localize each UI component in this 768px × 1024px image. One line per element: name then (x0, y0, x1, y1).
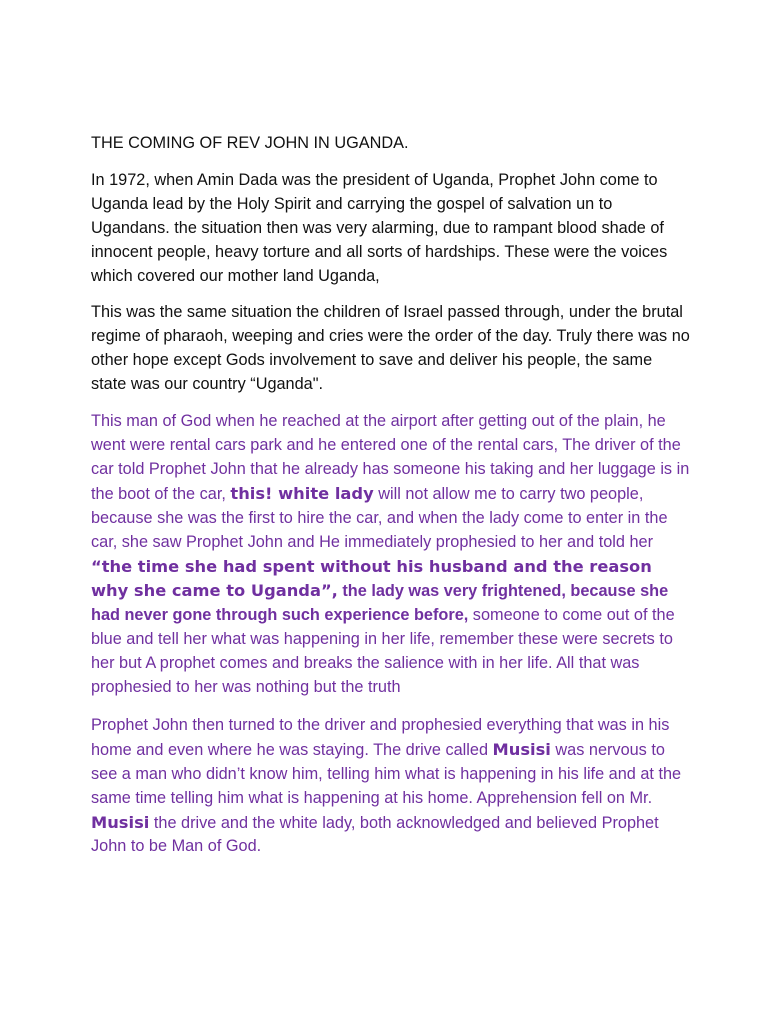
airport-text-4: someone to come out of the blue and tell her what was happening in her life, remember these were secrets to her but A prophet comes and breaks the salience with in her life. All that was prophesied to her was nothing but the truth (91, 606, 675, 697)
paragraph-airport-prophecy (91, 410, 691, 700)
driver-text-2: was nervous to see a man who didn’t know him, telling him what is happening in his life and at the same time telling him what is happening at his home. Apprehension fell on Mr. (91, 740, 682, 807)
airport-text-1: This man of God when he reached at the airport after getting out of the plain, he went were rental cars park and he entered one of the rental cars, The driver of the car told Prophet John that he already has someone his taking and her luggage is in the boot of the car, (91, 412, 690, 503)
airport-text-2: will not allow me to carry two people, because she was the first to hire the car, and when the lady come to enter in the car, she saw Prophet John and He immediately prophesied to her and told her (91, 484, 668, 551)
document-body (91, 132, 691, 872)
white-lady-emphasis: this! white lady (230, 483, 374, 503)
paragraph-amin-era: In 1972, when Amin Dada was the president of Uganda, Prophet John come to Uganda lead by the Holy Spirit and carrying the gospel of salvation un to Ugandans. the situation then was very alarming, due to rampant blood shade of innocent people, heavy torture and all sorts of hardships. These were the voices which covered our mother land Uganda, (91, 170, 668, 285)
driver-name-emphasis: Musisi (492, 739, 551, 759)
document-title: THE COMING OF REV JOHN IN UGANDA. (91, 134, 409, 152)
lady-frightened-emphasis: the lady was very frightened, because she had never gone through such experience before, (91, 582, 669, 625)
driver-text-3: the drive and the white lady, both acknowledged and believed Prophet John to be Man of God. (91, 813, 659, 856)
paragraph-driver-prophecy (91, 714, 691, 859)
prophecy-quote-emphasis: “the time she had spent without his husband and the reason why she came to Uganda”, (91, 556, 652, 601)
paragraph-israel-comparison: This was the same situation the children of Israel passed through, under the brutal regime of pharaoh, weeping and cries were the order of the day. Truly there was no other hope except Gods involvement to save and deliver his people, the same state was our country “Uganda". (91, 303, 690, 394)
driver-text-1: Prophet John then turned to the driver and prophesied everything that was in his home and even where he was staying. The drive called (91, 715, 670, 759)
driver-name-emphasis-2: Musisi (91, 812, 150, 832)
